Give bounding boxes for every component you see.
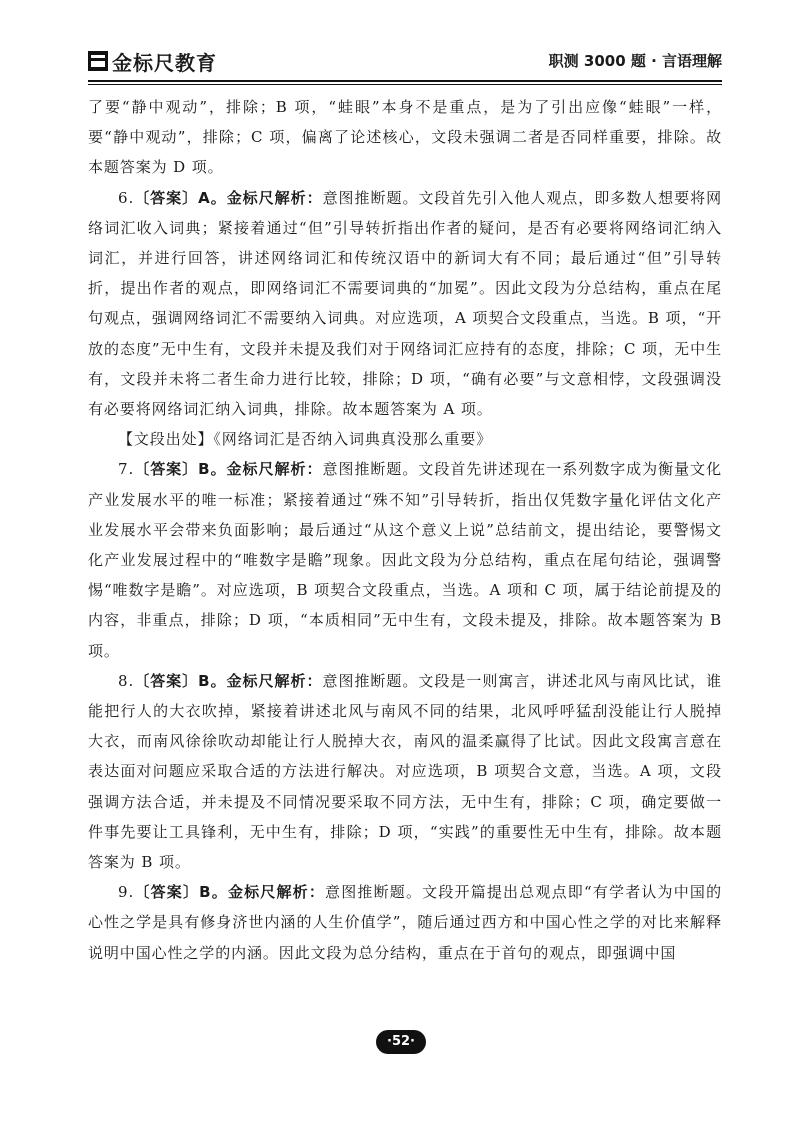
question-number: 6. [118,188,135,207]
brand-name: 金标尺教育 [112,50,217,75]
answer-6 [88,183,722,425]
answer-text: 意图推断题。文段是一则寓言，讲述北风与南风比试，谁能把行人的大衣吹掉，紧接着讲述北风与南风不同的结果，北风呼呼猛刮没能让行人脱掉大衣，而南风徐徐吹动却能让行人脱掉大衣，南风的温柔赢得了比试。因此文段寓言意在表达面对问题应采取合适的方法进行解决。对应选项，B 项契合文意，当选。A 项，文段强调方法合适，并未提及不同情况要采取不同方法，无中生有，排除；C 项，确定要做一件事先要让工具锋利，无中生有，排除；D 项，“实践”的重要性无中生有，排除。故本题答案为 B 项。 [88,671,722,872]
brand-logo-icon [88,51,108,71]
book-title: 职测 3000 题 · 言语理解 [548,52,722,70]
question-number: 9. [118,883,135,902]
question-number: 8. [118,671,135,690]
answer-7 [88,454,722,665]
answer-label: 〔答案〕B。金标尺解析： [134,460,323,479]
header-rule [88,80,722,82]
answer-label: 〔答案〕B。金标尺解析： [134,671,323,690]
answer-9 [88,877,722,968]
answer-text: 意图推断题。文段开篇提出总观点即“有学者认为中国的心性之学是具有修身济世内涵的人生价值学”，随后通过西方和中国心性之学的对比来解释说明中国心性之学的内涵。因此文段为总分结构，重点在于首句的观点，即强调中国 [88,883,723,962]
answer-text: 意图推断题。文段首先讲述现在一系列数字成为衡量文化产业发展水平的唯一标准；紧接着通过“殊不知”引导转折，指出仅凭数字量化评估文化产业发展水平会带来负面影响；最后通过“从这个意义上说”总结前文，提出结论，要警惕文化产业发展过程中的“唯数字是瞻”现象。因此文段为分总结构，重点在尾句结论，强调警惕“唯数字是瞻”。对应选项，B 项契合文段重点，当选。A 项和 C 项，属于结论前提及的内容，非重点，排除；D 项，“本质相同”无中生有，文段未提及，排除。故本题答案为 B 项。 [88,460,722,660]
paragraph-continued: 了要“静中观动”，排除；B 项，“蛙眼”本身不是重点，是为了引出应像“蛙眼”一样，要“静中观动”，排除；C 项，偏离了论述核心，文段未强调二者是否同样重要，排除。故本题答案为 D 项。 [88,98,722,177]
question-number: 7. [118,460,135,479]
brand-logo [88,46,217,76]
answer-8 [88,666,722,877]
page-number: ·52· [376,1030,426,1054]
answer-label: 〔答案〕B。金标尺解析： [134,883,326,902]
answer-text: 意图推断题。文段首先引入他人观点，即多数人想要将网络词汇收入词典；紧接着通过“但”引导转折指出作者的疑问，是否有必要将网络词汇纳入词汇，并进行回答，讲述网络词汇和传统汉语中的新词大有不同；最后通过“但”引导转折，提出作者的观点，即网络词汇不需要词典的“加冕”。因此文段为分总结构，重点在尾句观点，强调网络词汇不需要纳入词典。对应选项，A 项契合文段重点，当选。B 项，“开放的态度”无中生有，文段并未提及我们对于网络词汇应持有的态度，排除；C 项，无中生有，文段并未将二者生命力进行比较，排除；D 项，“确有必要”与文意相悖，文段强调没有必要将网络词汇纳入词典，排除。故本题答案为 A 项。 [88,188,722,419]
header-rule-thin [88,84,722,85]
source-citation: 【文段出处】《网络词汇是否纳入词典真没那么重要》 [118,430,493,449]
page-header [88,46,722,76]
page-content [88,92,722,968]
answer-label: 〔答案〕A。金标尺解析： [134,188,323,207]
